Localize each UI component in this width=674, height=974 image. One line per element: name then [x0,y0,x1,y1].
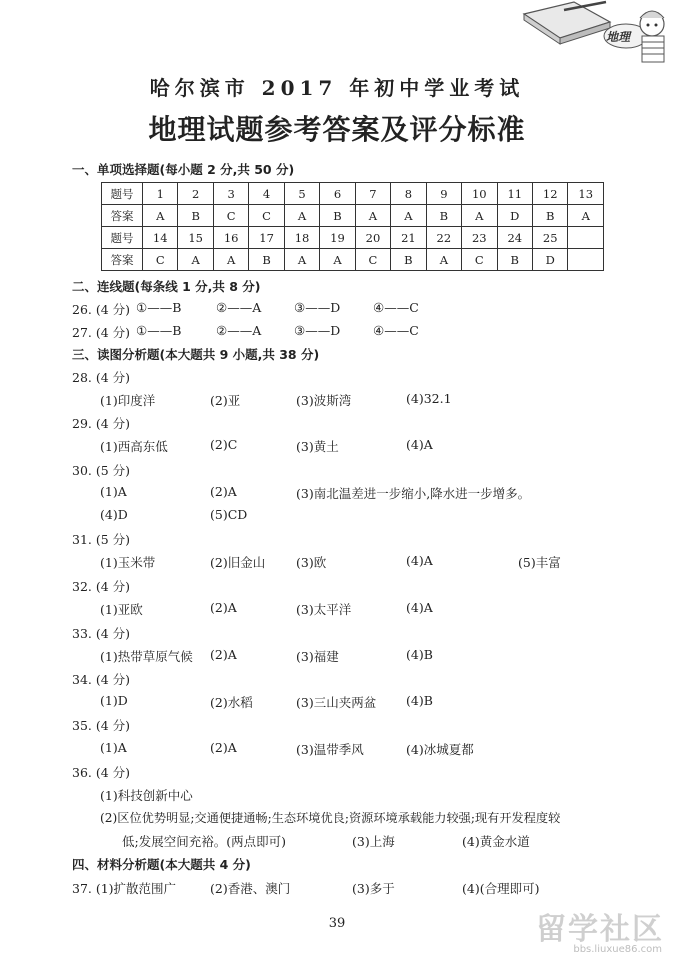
subject-badge: 地理 [606,30,631,44]
q28-a1: (1)印度洋 [100,393,156,408]
table-cell: 20 [355,227,390,249]
table-cell: C [249,205,284,227]
q26-label: 26. (4 分) [72,302,131,317]
table-cell: 17 [249,227,284,249]
table-cell: 12 [532,183,567,205]
q31-a1: (1)玉米带 [100,555,156,570]
table-cell: 11 [497,183,532,205]
q28-a3: (3)波斯湾 [296,393,352,408]
q32-head: 32. (4 分) [72,579,131,594]
answer-table [101,182,604,271]
table-row-label: 答案 [102,249,143,271]
table-row [102,227,604,249]
q36-a2: (2)区位优势明显;交通便捷通畅;生态环境优良;资源环境承载能力较强;现有开发程度较 [100,811,561,825]
table-cell: A [320,249,355,271]
table-cell: A [284,249,319,271]
table-cell: 4 [249,183,284,205]
table-row-label: 答案 [102,205,143,227]
table-cell: A [355,205,390,227]
q27-a2: ②——A [216,323,262,338]
q34-a4: (4)B [406,693,433,708]
q32-a3: (3)太平洋 [296,602,352,617]
q36-a2-cont: 低;发展空间充裕。(两点即可) [122,834,286,849]
q26-a4: ④——C [373,300,419,315]
table-row [102,249,604,271]
q33-a3: (3)福建 [296,649,339,664]
q27-a4: ④——C [373,323,419,338]
table-cell: 18 [284,227,319,249]
q26-a1: ①——B [136,300,182,315]
header-illustration [514,0,674,66]
table-cell: 16 [213,227,248,249]
table-row-label: 题号 [102,183,143,205]
table-cell: B [320,205,355,227]
table-row [102,183,604,205]
table-cell: 7 [355,183,390,205]
q33-head: 33. (4 分) [72,626,131,641]
section1-heading: 一、单项选择题(每小题 2 分,共 50 分) [72,162,295,177]
q28-a4: (4)32.1 [406,391,452,406]
q29-head: 29. (4 分) [72,416,131,431]
table-cell: 8 [391,183,426,205]
table-cell: D [532,249,567,271]
q33-a1: (1)热带草原气候 [100,649,193,664]
table-cell: 15 [178,227,213,249]
table-cell: A [391,205,426,227]
table-cell: 21 [391,227,426,249]
table-cell: B [532,205,567,227]
table-cell: C [355,249,390,271]
q26-a2: ②——A [216,300,262,315]
q31-head: 31. (5 分) [72,532,131,547]
page-number: 39 [328,916,346,931]
table-cell: 2 [178,183,213,205]
q36-a3: (3)上海 [352,834,395,849]
watermark-url: bbs.liuxue86.com [573,944,662,955]
q26-a3: ③——D [294,300,341,315]
q29-a4: (4)A [406,437,433,452]
table-cell: C [143,249,178,271]
table-cell: A [143,205,178,227]
table-cell: A [213,249,248,271]
q36-head: 36. (4 分) [72,765,131,780]
table-cell: 1 [143,183,178,205]
title-line-1: 哈尔滨市 2017 年初中学业考试 [149,76,525,100]
q32-a4: (4)A [406,600,433,615]
q37-a3: (3)多于 [352,881,395,896]
q33-a2: (2)A [210,647,237,662]
q31-a4: (4)A [406,553,433,568]
table-cell: 22 [426,227,461,249]
q36-a4: (4)黄金水道 [462,834,530,849]
q30-head: 30. (5 分) [72,463,131,478]
q37-a4: (4)(合理即可) [462,881,540,896]
q31-a3: (3)欧 [296,555,327,570]
q31-a2: (2)旧金山 [210,555,266,570]
q31-a5: (5)丰富 [518,555,561,570]
q30-a1: (1)A [100,484,127,499]
q29-a3: (3)黄土 [296,439,339,454]
q32-a1: (1)亚欧 [100,602,143,617]
table-cell: B [426,205,461,227]
table-cell: C [462,249,497,271]
section4-heading: 四、材料分析题(本大题共 4 分) [72,857,251,872]
table-cell: B [249,249,284,271]
q34-a1: (1)D [100,693,128,708]
q30-a2: (2)A [210,484,237,499]
table-cell [568,249,604,271]
table-cell: 24 [497,227,532,249]
table-cell: D [497,205,532,227]
table-cell: 13 [568,183,604,205]
table-cell: C [213,205,248,227]
q30-a3: (3)南北温差进一步缩小,降水进一步增多。 [296,486,531,501]
table-cell: 5 [284,183,319,205]
table-cell: A [568,205,604,227]
table-cell: 14 [143,227,178,249]
table-cell: 25 [532,227,567,249]
table-cell: 23 [462,227,497,249]
q35-a1: (1)A [100,740,127,755]
q33-a4: (4)B [406,647,433,662]
q36-a1: (1)科技创新中心 [100,788,193,803]
page-title: 地理试题参考答案及评分标准 [148,113,526,146]
book-pen-icon [514,0,674,66]
q32-a2: (2)A [210,600,237,615]
q27-a3: ③——D [294,323,341,338]
q27-a1: ①——B [136,323,182,338]
table-cell [568,227,604,249]
q35-a3: (3)温带季风 [296,742,364,757]
table-cell: A [178,249,213,271]
q28-a2: (2)亚 [210,393,241,408]
q29-a2: (2)C [210,437,238,452]
table-row [102,205,604,227]
table-cell: 19 [320,227,355,249]
q34-a3: (3)三山夹两盆 [296,695,377,710]
table-row-label: 题号 [102,227,143,249]
table-cell: B [178,205,213,227]
table-cell: 9 [426,183,461,205]
table-cell: 10 [462,183,497,205]
q30-a5: (5)CD [210,507,248,522]
q30-a4: (4)D [100,507,128,522]
q34-head: 34. (4 分) [72,672,131,687]
table-cell: A [426,249,461,271]
q35-a2: (2)A [210,740,237,755]
watermark-logo: 留学社区 [536,912,664,947]
table-cell: A [284,205,319,227]
section3-heading: 三、读图分析题(本大题共 9 小题,共 38 分) [72,347,320,362]
q37-a1: 37. (1)扩散范围广 [72,881,177,896]
q35-head: 35. (4 分) [72,718,131,733]
q28-head: 28. (4 分) [72,370,131,385]
table-cell: 6 [320,183,355,205]
q37-a2: (2)香港、澳门 [210,881,291,896]
table-cell: B [391,249,426,271]
section2-heading: 二、连线题(每条线 1 分,共 8 分) [72,279,261,294]
q27-label: 27. (4 分) [72,325,131,340]
q34-a2: (2)水稻 [210,695,253,710]
table-cell: 3 [213,183,248,205]
table-cell: B [497,249,532,271]
q35-a4: (4)冰城夏都 [406,742,474,757]
table-cell: A [462,205,497,227]
q29-a1: (1)西高东低 [100,439,168,454]
